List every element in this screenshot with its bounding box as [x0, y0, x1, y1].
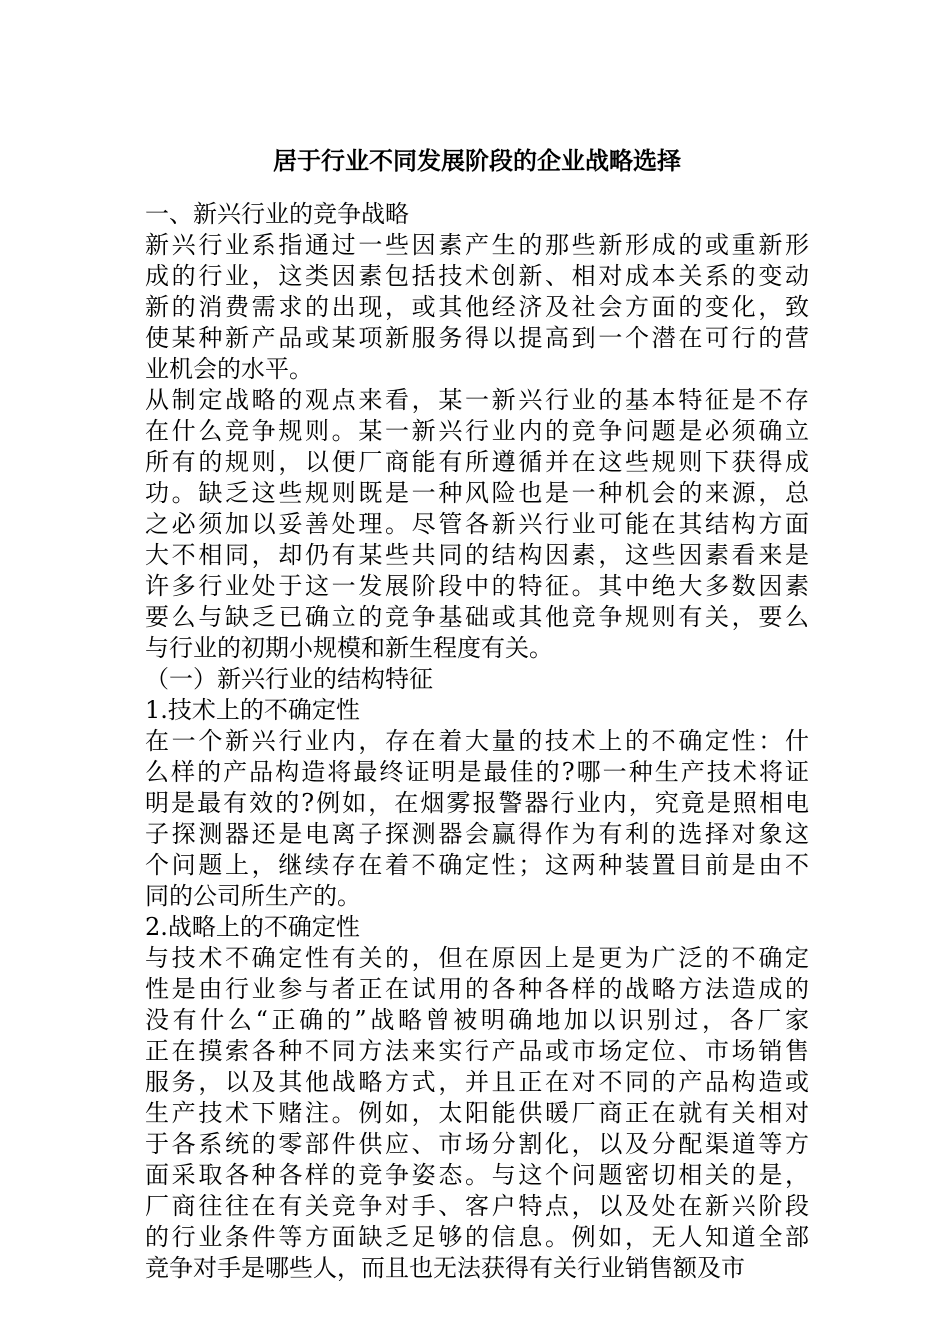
paragraph-line: 么样的产品构造将最终证明是最佳的?哪一种生产技术将证	[145, 758, 809, 786]
paragraph-line: 生产技术下赌注。例如，太阳能供暖厂商正在就有关相对	[145, 1099, 809, 1127]
paragraph-line: 功。缺乏这些规则既是一种风险也是一种机会的来源，总	[145, 479, 809, 507]
paragraph-line: 所有的规则，以便厂商能有所遵循并在这些规则下获得成	[145, 448, 809, 476]
document-title: 居于行业不同发展阶段的企业战略选择	[273, 146, 681, 175]
paragraph-line: 成的行业，这类因素包括技术创新、相对成本关系的变动	[145, 262, 809, 290]
paragraph-line: 从制定战略的观点来看，某一新兴行业的基本特征是不存	[145, 386, 809, 414]
paragraph-line: 与行业的初期小规模和新生程度有关。	[145, 634, 553, 662]
paragraph-line: 之必须加以妥善处理。尽管各新兴行业可能在其结构方面	[145, 510, 809, 538]
paragraph-line: 要么与缺乏已确立的竞争基础或其他竞争规则有关，要么	[145, 603, 809, 631]
paragraph-line: 正在摸索各种不同方法来实行产品或市场定位、市场销售	[145, 1037, 809, 1065]
paragraph-line: 子探测器还是电离子探测器会赢得作为有利的选择对象这	[145, 820, 809, 848]
paragraph-line: 在什么竞争规则。某一新兴行业内的竞争问题是必须确立	[145, 417, 809, 445]
paragraph-line: 使某种新产品或某项新服务得以提高到一个潜在可行的营	[145, 324, 809, 352]
paragraph-line: 性是由行业参与者正在试用的各种各样的战略方法造成的	[145, 975, 809, 1003]
section-heading: （一）新兴行业的结构特征	[145, 665, 433, 693]
section-heading: 一、新兴行业的竞争战略	[145, 200, 409, 228]
paragraph-line: 在一个新兴行业内，存在着大量的技术上的不确定性：什	[145, 727, 809, 755]
paragraph-line: 竞争对手是哪些人，而且也无法获得有关行业销售额及市	[145, 1254, 745, 1282]
paragraph-line: 服务，以及其他战略方式，并且正在对不同的产品构造或	[145, 1068, 809, 1096]
section-heading: 1.技术上的不确定性	[145, 696, 360, 724]
section-heading: 2.战略上的不确定性	[145, 913, 360, 941]
paragraph-line: 新兴行业系指通过一些因素产生的那些新形成的或重新形	[145, 231, 809, 259]
paragraph-line: 面采取各种各样的竞争姿态。与这个问题密切相关的是，	[145, 1161, 809, 1189]
paragraph-line: 与技术不确定性有关的，但在原因上是更为广泛的不确定	[145, 944, 809, 972]
paragraph-line: 同的公司所生产的。	[145, 882, 361, 910]
paragraph-line: 新的消费需求的出现，或其他经济及社会方面的变化，致	[145, 293, 809, 321]
paragraph-line: 大不相同，却仍有某些共同的结构因素，这些因素看来是	[145, 541, 809, 569]
paragraph-line: 的行业条件等方面缺乏足够的信息。例如，无人知道全部	[145, 1223, 809, 1251]
paragraph-line: 于各系统的零部件供应、市场分割化，以及分配渠道等方	[145, 1130, 809, 1158]
paragraph-line: 个问题上，继续存在着不确定性；这两种装置目前是由不	[145, 851, 809, 879]
document-body	[145, 199, 809, 1284]
document-page	[145, 142, 809, 1284]
paragraph-line: 明是最有效的?例如，在烟雾报警器行业内，究竟是照相电	[145, 789, 809, 817]
paragraph-line: 没有什么“正确的”战略曾被明确地加以识别过，各厂家	[145, 1006, 809, 1034]
paragraph-line: 许多行业处于这一发展阶段中的特征。其中绝大多数因素	[145, 572, 809, 600]
paragraph-line: 业机会的水平。	[145, 355, 313, 383]
paragraph-line: 厂商往往在有关竞争对手、客户特点，以及处在新兴阶段	[145, 1192, 809, 1220]
